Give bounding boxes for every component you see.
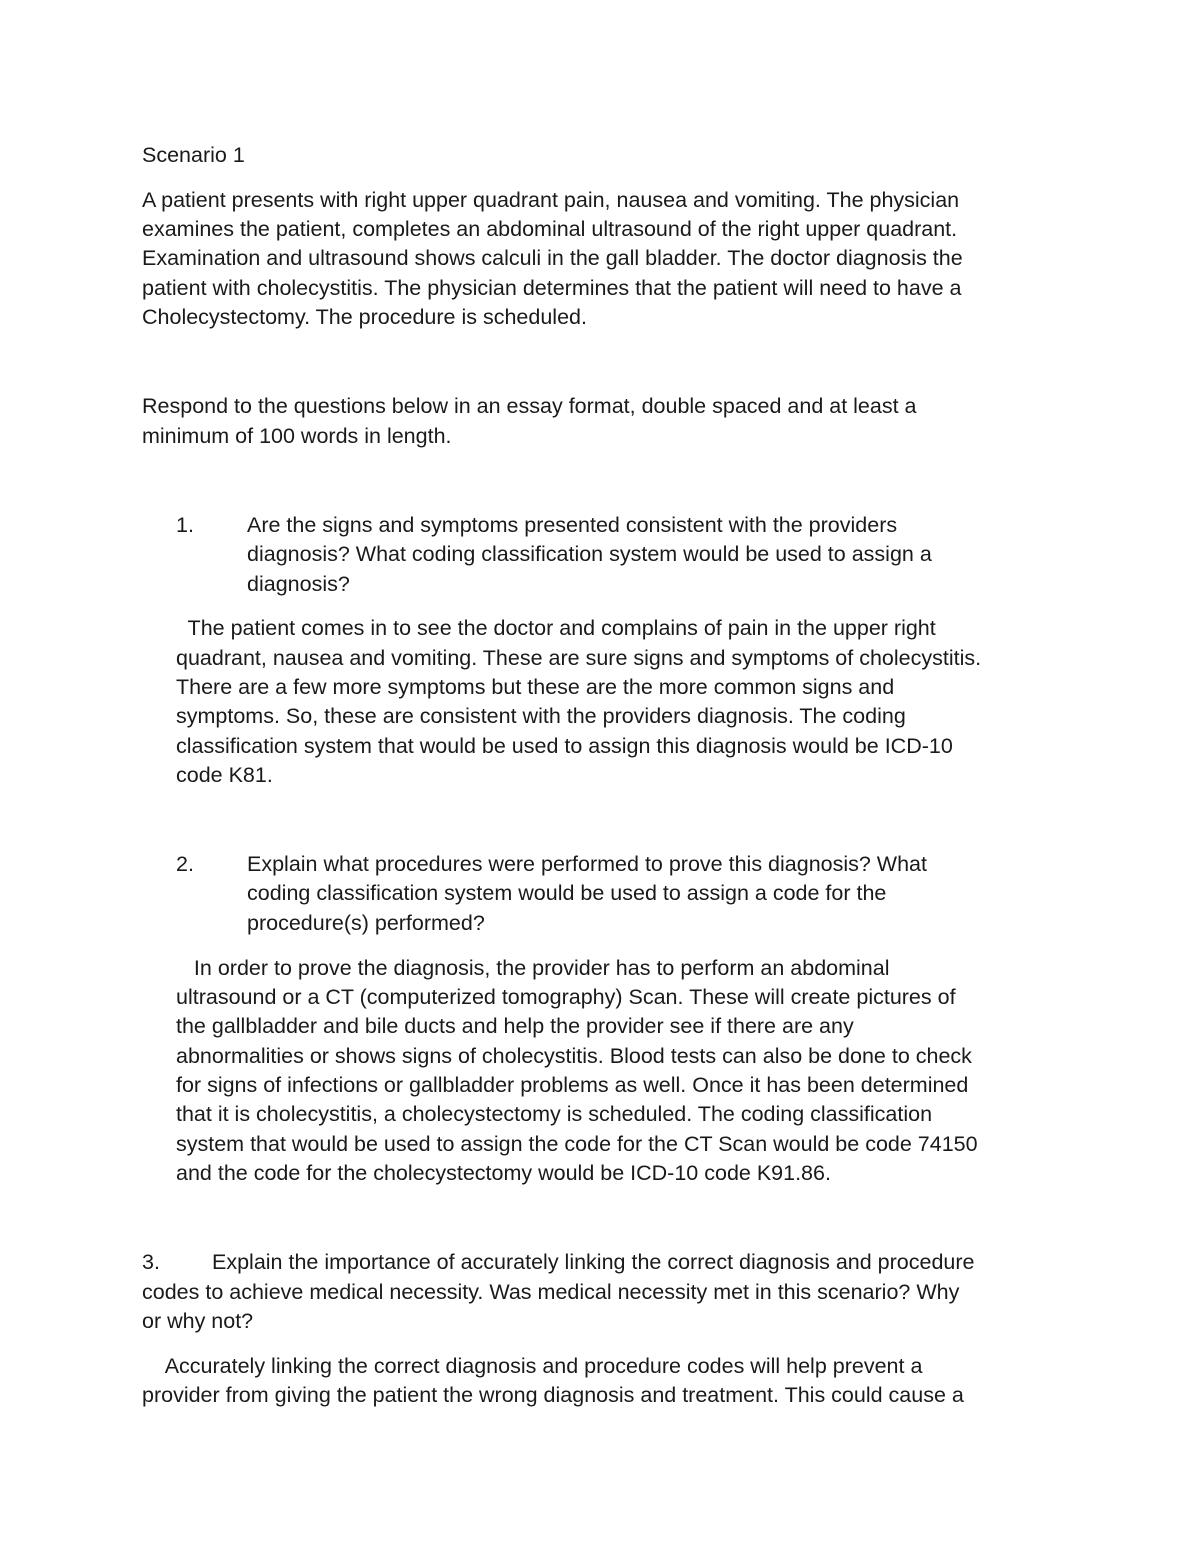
question-line: coding classification system would be used to assign a code for the — [247, 881, 887, 905]
question-line: or why not? — [142, 1309, 254, 1333]
instructions-line: Respond to the questions below in an essay format, double spaced and at least a — [142, 394, 917, 418]
answer-line: There are a few more symptoms but these are the more common signs and — [176, 675, 895, 699]
question-line: diagnosis? What coding classification system would be used to assign a — [247, 542, 932, 566]
scenario-line: examines the patient, completes an abdominal ultrasound of the right upper quadrant. — [142, 217, 958, 241]
answer-line: system that would be used to assign the code for the CT Scan would be code 74150 — [176, 1132, 978, 1156]
scenario-line: patient with cholecystitis. The physician determines that the patient will need to have a — [142, 276, 962, 300]
question-number: 3. — [142, 1250, 160, 1274]
answer-line: The patient comes in to see the doctor and complains of pain in the upper right — [176, 616, 936, 640]
answer-line: for signs of infections or gallbladder problems as well. Once it has been determined — [176, 1073, 969, 1097]
answer-line: quadrant, nausea and vomiting. These are sure signs and symptoms of cholecystitis. — [176, 646, 982, 670]
answer-line: that it is cholecystitis, a cholecystectomy is scheduled. The coding classification — [176, 1102, 933, 1126]
answer-line: abnormalities or shows signs of cholecystitis. Blood tests can also be done to check — [176, 1044, 972, 1068]
question-number: 1. — [176, 513, 194, 537]
question-line: Explain the importance of accurately linking the correct diagnosis and procedure — [212, 1250, 975, 1274]
answer-line: provider from giving the patient the wrong diagnosis and treatment. This could cause a — [142, 1383, 964, 1407]
scenario-line: Examination and ultrasound shows calculi in the gall bladder. The doctor diagnosis the — [142, 246, 963, 270]
scenario-line: A patient presents with right upper quadrant pain, nausea and vomiting. The physician — [142, 188, 960, 212]
question-line: codes to achieve medical necessity. Was medical necessity met in this scenario? Why — [142, 1280, 960, 1304]
answer-line: Accurately linking the correct diagnosis and procedure codes will help prevent a — [142, 1354, 923, 1378]
instructions-line: minimum of 100 words in length. — [142, 424, 452, 448]
answer-line: the gallbladder and bile ducts and help the provider see if there are any — [176, 1014, 854, 1038]
scenario-line: Cholecystectomy. The procedure is scheduled. — [142, 305, 587, 329]
answer-line: classification system that would be used to assign this diagnosis would be ICD-10 — [176, 734, 953, 758]
answer-line: ultrasound or a CT (computerized tomography) Scan. These will create pictures of — [176, 985, 956, 1009]
answer-line: code K81. — [176, 763, 273, 787]
question-line: Explain what procedures were performed to prove this diagnosis? What — [247, 852, 927, 876]
answer-line: In order to prove the diagnosis, the provider has to perform an abdominal — [176, 956, 890, 980]
scenario-title: Scenario 1 — [142, 143, 245, 167]
answer-line: symptoms. So, these are consistent with the providers diagnosis. The coding — [176, 704, 906, 728]
question-line: Are the signs and symptoms presented consistent with the providers — [247, 513, 898, 537]
question-line: diagnosis? — [247, 572, 350, 596]
answer-line: and the code for the cholecystectomy would be ICD-10 code K91.86. — [176, 1161, 831, 1185]
question-number: 2. — [176, 852, 194, 876]
question-line: procedure(s) performed? — [247, 911, 485, 935]
